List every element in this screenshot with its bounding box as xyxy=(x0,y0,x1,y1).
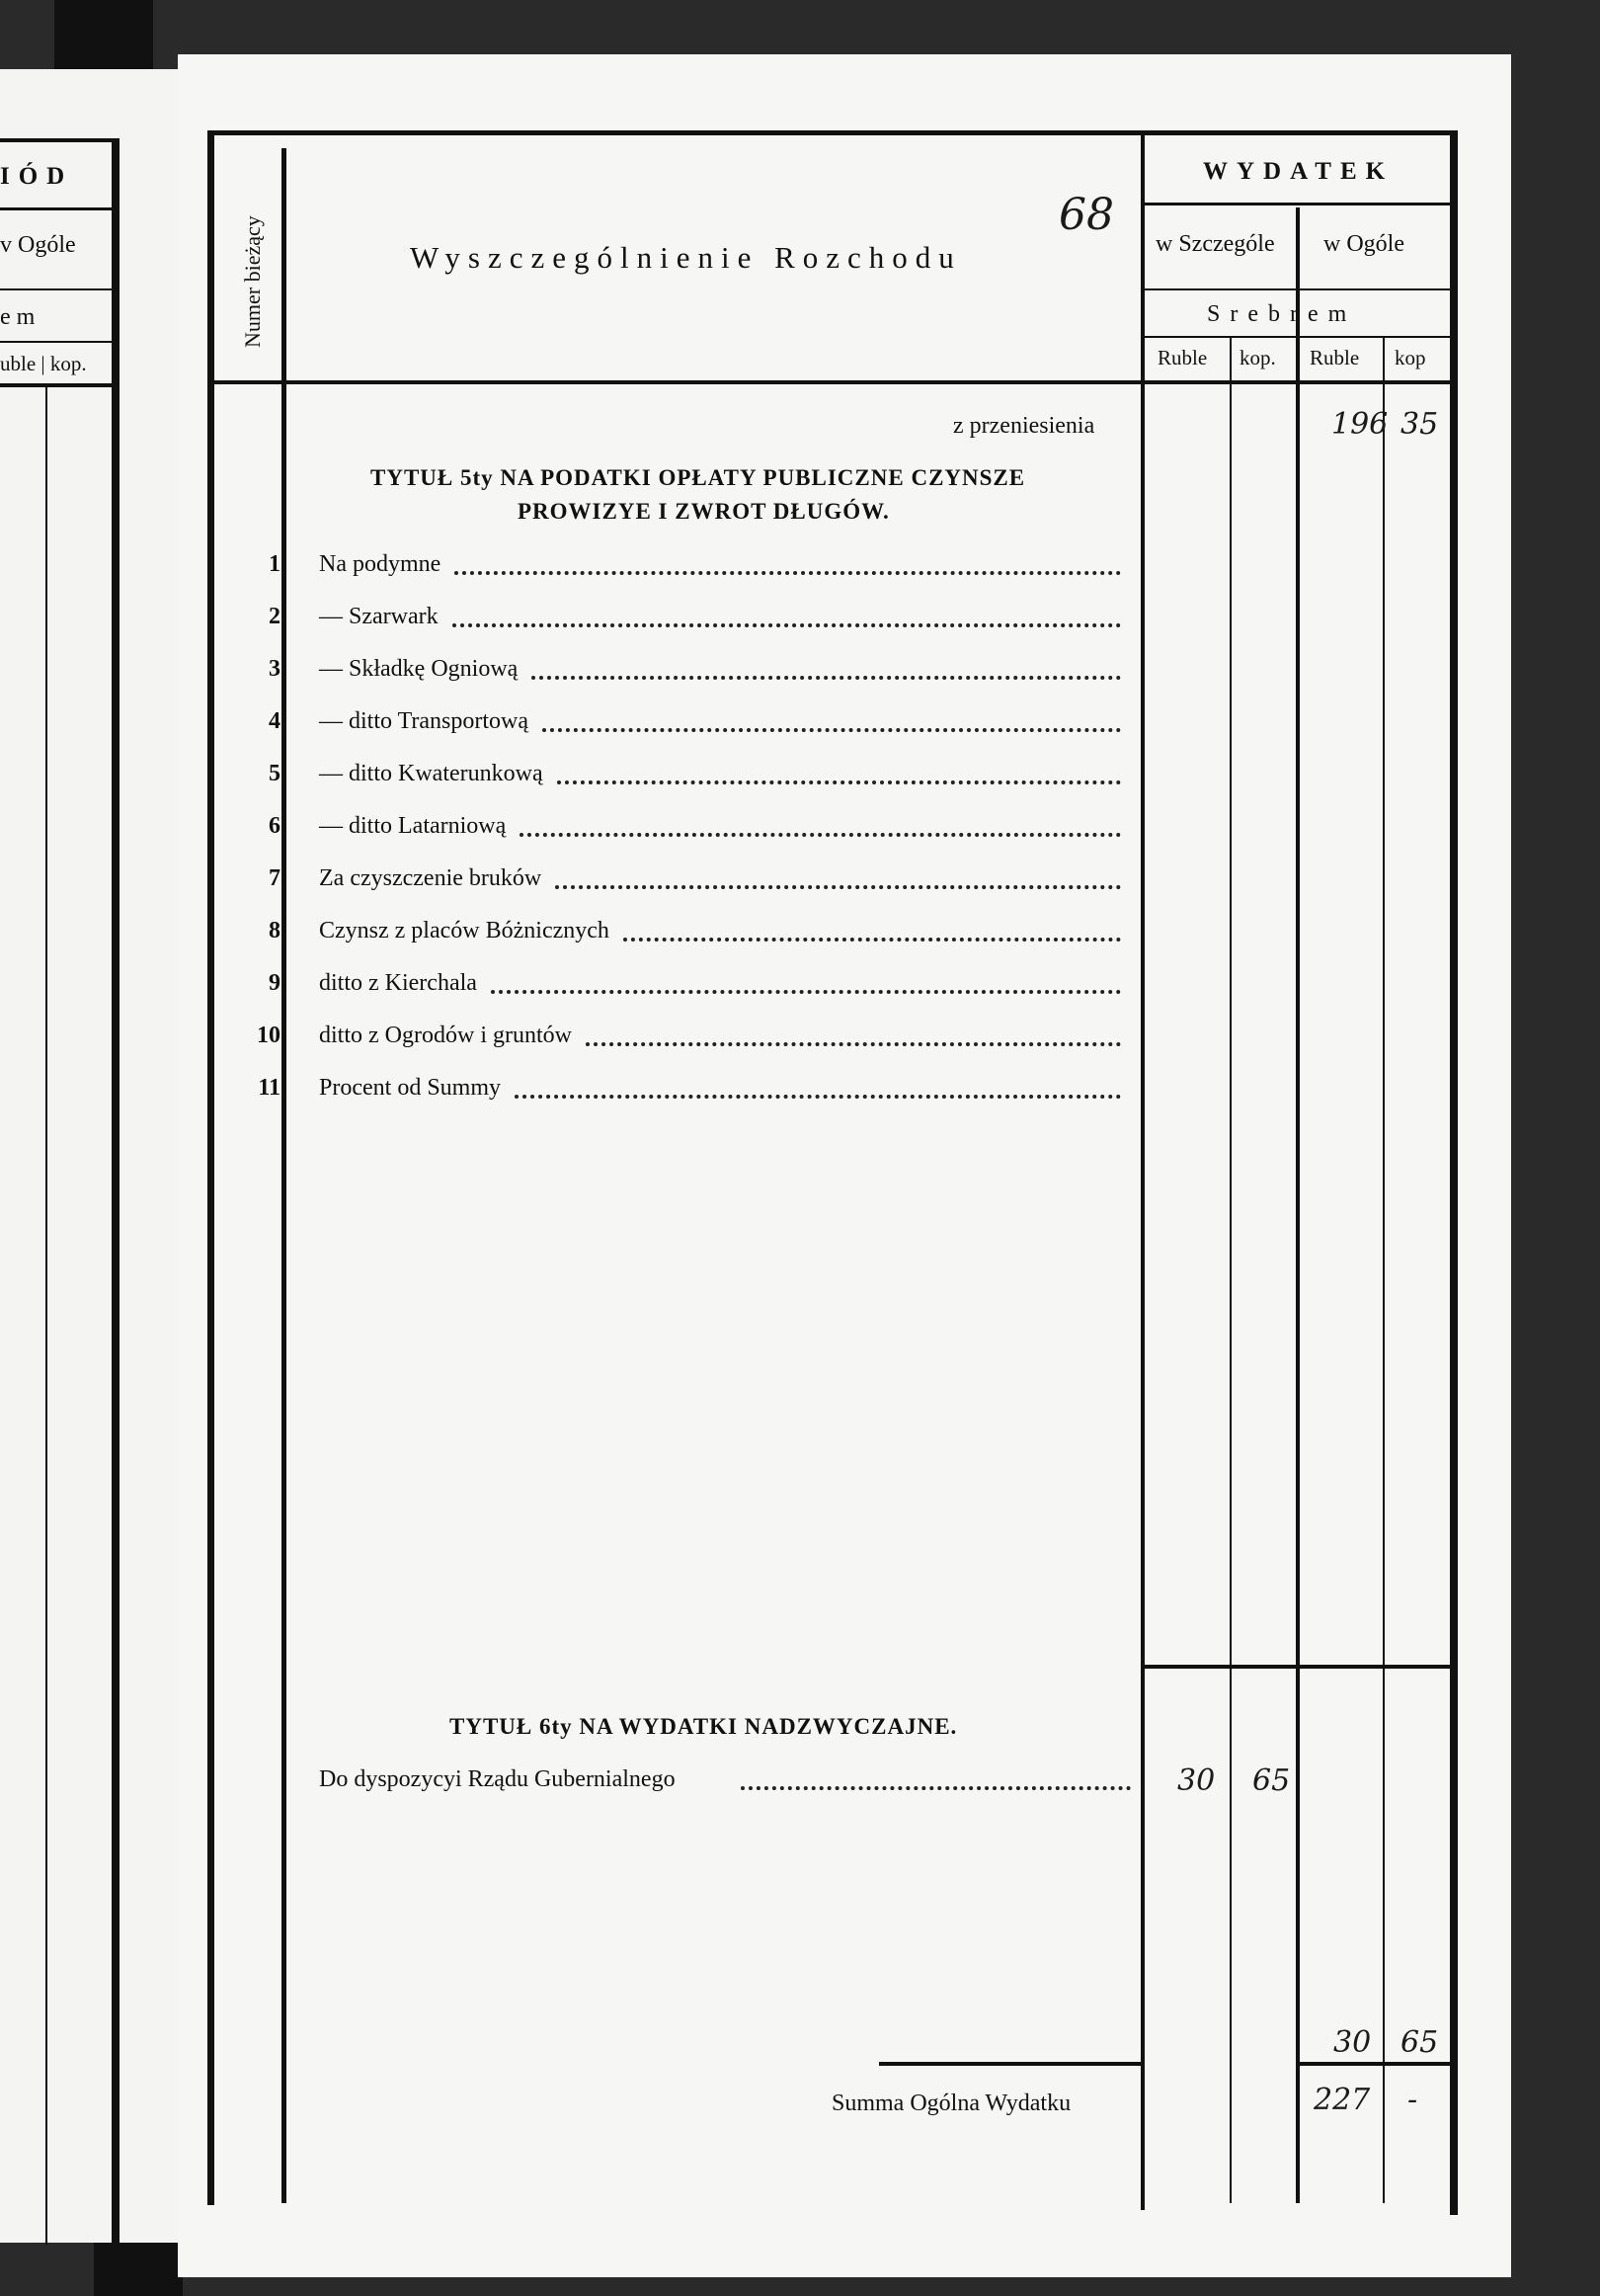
main-title: Wyszczególnienie Rozchodu xyxy=(410,240,962,275)
item-number: 8 xyxy=(269,918,280,943)
leader-dots xyxy=(623,938,1121,942)
left-page-rule xyxy=(0,383,119,387)
item-label: — ditto Transportową xyxy=(319,708,529,734)
kop-header: kop. xyxy=(1240,346,1276,369)
carry-over-label: z przeniesienia xyxy=(953,413,1095,439)
header-bottom-rule xyxy=(214,380,1450,384)
leader-dots xyxy=(491,990,1121,994)
description-column-line xyxy=(1141,135,1145,2210)
leader-dots xyxy=(515,1095,1121,1099)
item-number: 9 xyxy=(269,970,280,996)
item-number: 7 xyxy=(269,865,280,891)
title6-ruble: 30 xyxy=(1177,1763,1216,1798)
item-number: 6 xyxy=(269,813,280,839)
wydatek-header: WYDATEK xyxy=(1203,158,1395,185)
leader-dots xyxy=(452,623,1121,627)
leader-dots xyxy=(454,571,1121,575)
item-number: 4 xyxy=(269,708,280,734)
subtotal-kop: 65 xyxy=(1400,2025,1439,2060)
page-number: 68 xyxy=(1059,190,1114,240)
szczegole-rule xyxy=(1145,288,1450,290)
item-label: — ditto Latarniową xyxy=(319,813,507,839)
title5-line2: PROWIZYE I ZWROT DŁUGÓW. xyxy=(518,499,890,524)
szczegole-kop-line xyxy=(1230,336,1232,2203)
item-label: Czynsz z placów Bóżnicznych xyxy=(319,918,609,943)
item-label: — Składkę Ogniową xyxy=(319,656,519,682)
item-number: 11 xyxy=(258,1075,280,1101)
item-label: — Szarwark xyxy=(319,604,439,629)
carry-over-ruble: 196 xyxy=(1331,407,1389,442)
title6-heading: TYTUŁ 6ty NA WYDATKI NADZWYCZAJNE. xyxy=(449,1714,958,1739)
wydatek-rule xyxy=(1145,203,1450,205)
main-page xyxy=(178,54,1511,2277)
table-left-border xyxy=(207,130,214,2205)
total-kop: - xyxy=(1407,2083,1418,2117)
leader-dots xyxy=(531,676,1121,680)
total-label: Summa Ogólna Wydatku xyxy=(832,2091,1072,2116)
ruble-header: Ruble xyxy=(1158,346,1208,369)
table-right-border xyxy=(1450,130,1458,2215)
title6-item-label: Do dyspozycyi Rządu Gubernialnego xyxy=(319,1766,676,1792)
w-szczegole-header: w Szczególe xyxy=(1156,231,1275,257)
srebrem-rule xyxy=(1145,336,1450,338)
item-label: — ditto Kwaterunkową xyxy=(319,761,543,786)
ruble-header-2: Ruble xyxy=(1310,346,1360,369)
leader-dots xyxy=(555,885,1121,889)
title5-line1: TYTUŁ 5ty NA PODATKI OPŁATY PUBLICZNE CZYNSZE xyxy=(370,465,1026,490)
left-sub-fragment: uble | kop. xyxy=(0,352,87,375)
item-number: 1 xyxy=(269,551,280,577)
total-ruble: 227 xyxy=(1314,2083,1371,2117)
section-rule xyxy=(1145,1665,1450,1669)
left-unit-fragment: e m xyxy=(0,304,36,330)
item-label: Na podymne xyxy=(319,551,441,577)
left-page-rule xyxy=(0,288,119,290)
subtotal-ruble: 30 xyxy=(1333,2025,1372,2060)
title6-kop: 65 xyxy=(1252,1763,1291,1798)
table-top-border xyxy=(207,130,1457,135)
item-label: ditto z Ogrodów i gruntów xyxy=(319,1023,572,1048)
number-column-line xyxy=(281,148,286,2203)
srebrem-header: Srebrem xyxy=(1207,301,1357,327)
leader-dots xyxy=(520,833,1121,837)
left-page-rule xyxy=(0,207,119,210)
left-binding-strip xyxy=(54,0,153,69)
item-number: 3 xyxy=(269,656,280,682)
left-page-rule xyxy=(0,341,119,343)
subtotal-rule-right xyxy=(1300,2062,1450,2066)
title6-leader-dots xyxy=(741,1786,1131,1790)
item-number: 5 xyxy=(269,761,280,786)
leader-dots xyxy=(542,728,1121,732)
item-number: 2 xyxy=(269,604,280,629)
left-page-col-line xyxy=(45,387,47,2245)
leader-dots xyxy=(557,780,1121,784)
number-column-header: Numer bieżący xyxy=(240,215,265,348)
leader-dots xyxy=(586,1042,1121,1046)
w-ogole-header: w Ogóle xyxy=(1323,231,1404,257)
left-page-rule xyxy=(0,138,119,142)
carry-over-kop: 35 xyxy=(1400,407,1439,442)
item-number: 10 xyxy=(257,1023,280,1048)
subtotal-rule xyxy=(879,2062,1141,2066)
left-header-fragment: IÓD xyxy=(0,163,74,190)
item-label: Za czyszczenie bruków xyxy=(319,865,542,891)
item-label: Procent od Summy xyxy=(319,1075,501,1101)
ogole-kop-line xyxy=(1383,336,1385,2203)
ogole-column-line xyxy=(1296,207,1300,2203)
left-page xyxy=(0,69,188,2243)
item-label: ditto z Kierchala xyxy=(319,970,477,996)
bottom-binding-strip xyxy=(94,2243,183,2296)
left-page-border xyxy=(112,138,120,2243)
left-col-fragment: v Ogóle xyxy=(0,232,76,258)
kop-header-2: kop xyxy=(1395,346,1426,369)
